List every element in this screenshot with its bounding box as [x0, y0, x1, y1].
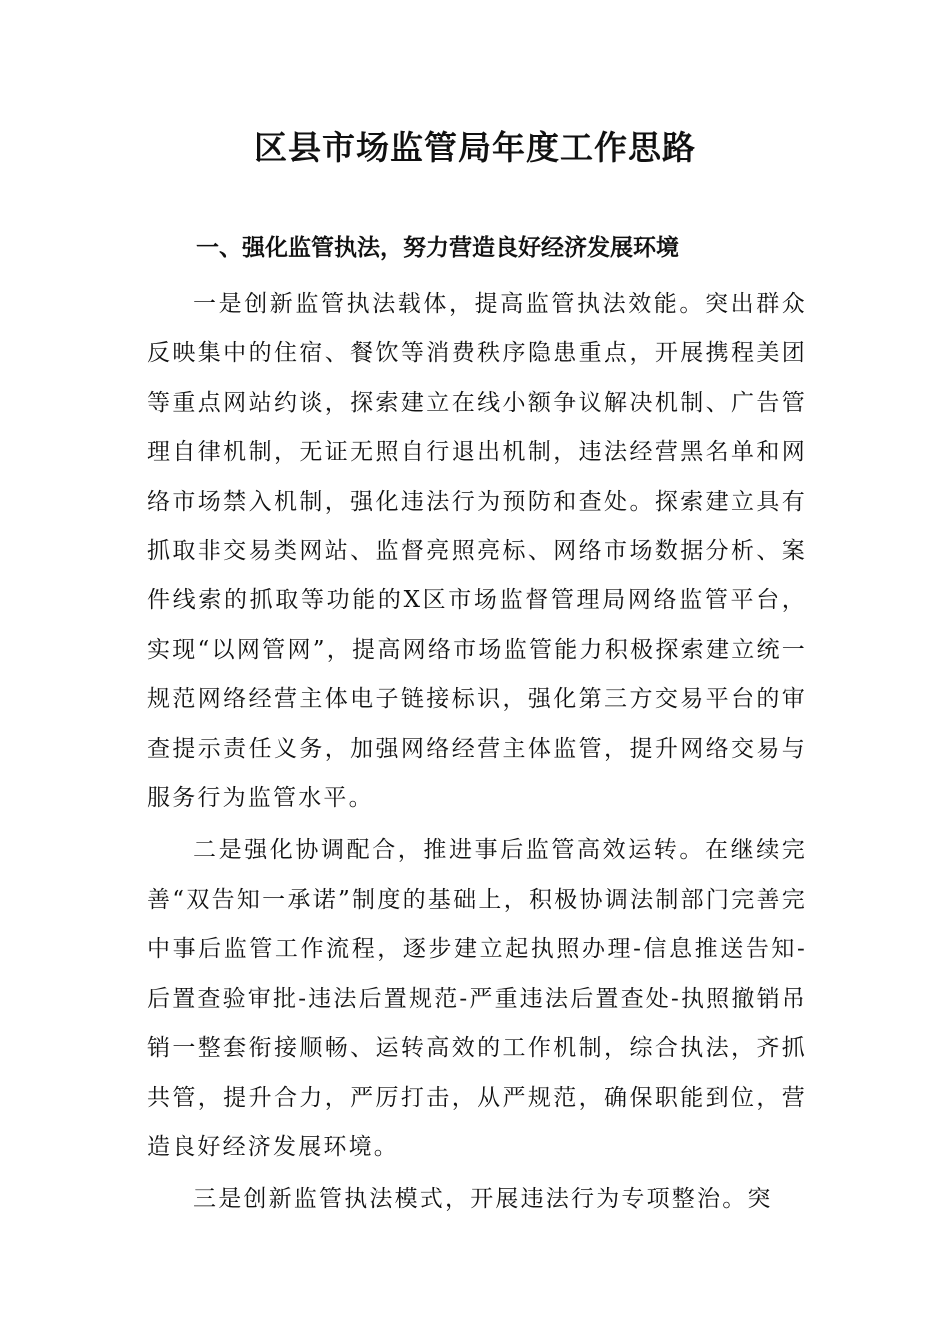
document-body: [147, 280, 807, 1228]
paragraph: 三是创新监管执法模式，开展违法行为专项整治。突: [193, 1186, 773, 1213]
paragraph: 一是创新监管执法载体，提高监管执法效能。突出群众反映集中的住宿、餐饮等消费秩序隐患重点，开展携程美团等重点网站约谈，探索建立在线小额争议解决机制、广告管理自律机制，无证无照自行退出机制，违法经营黑名单和网络市场禁入机制，强化违法行为预防和查处。探索建立具有抓取非交易类网站、监督亮照亮标、网络市场数据分析、案件线索的抓取等功能的X区市场监督管理局网络监管平台，实现“以网管网”，提高网络市场监管能力积极探索建立统一规范网络经营主体电子链接标识，强化第三方交易平台的审查提示责任义务，加强网络经营主体监管，提升网络交易与服务行为监管水平。: [147, 291, 807, 812]
document-title: 区县市场监管局年度工作思路: [254, 128, 696, 167]
paragraph: 二是强化协调配合，推进事后监管高效运转。在继续完善“双告知一承诺”制度的基础上，积极协调法制部门完善完中事后监管工作流程，逐步建立起执照办理-信息推送告知-后置查验审批-违法后置规范-严重违法后置查处-执照撤销吊销一整套衔接顺畅、运转高效的工作机制，综合执法，齐抓共管，提升合力，严厉打击，从严规范，确保职能到位，营造良好经济发展环境。: [147, 837, 807, 1160]
section-heading: 一、强化监管执法，努力营造良好经济发展环境: [196, 235, 679, 261]
